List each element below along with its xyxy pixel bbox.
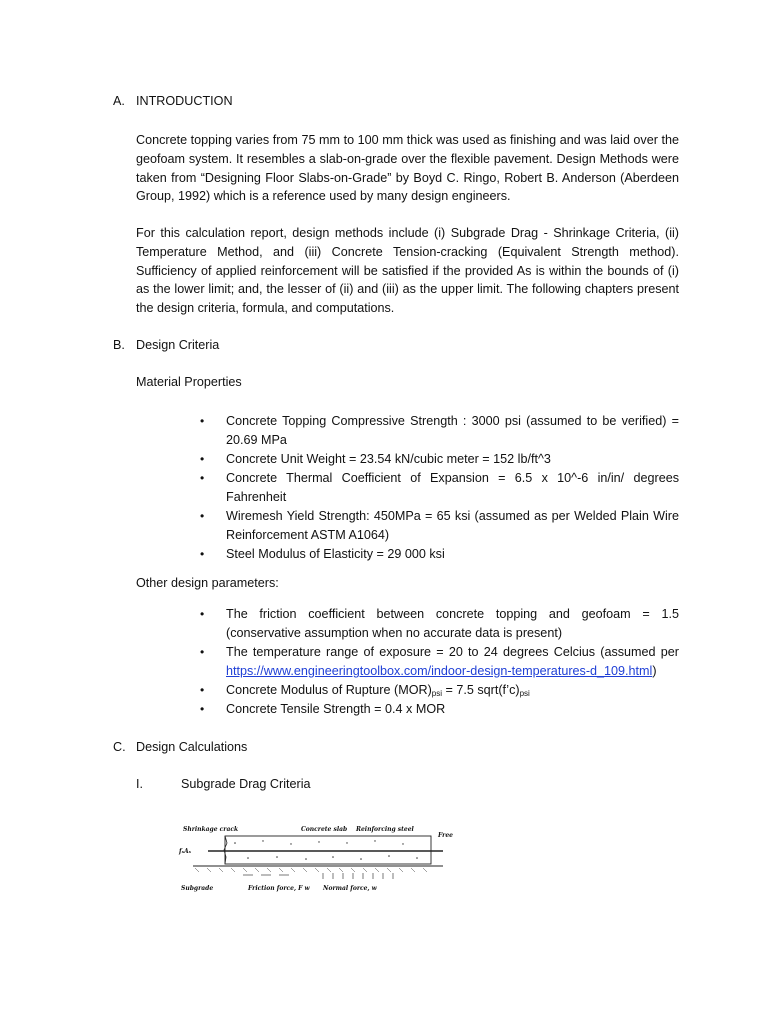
bullet-icon: •	[200, 645, 205, 659]
text-line: as the lower limit; and, the lesser of (ii) and (iii) as the upper limit. The following chapters present	[136, 282, 679, 297]
text-line: Reinforcement ASTM A1064)	[226, 528, 390, 542]
bullet-icon: •	[200, 509, 205, 523]
bullet-icon: •	[200, 414, 205, 428]
material-properties-heading: Material Properties	[136, 375, 242, 389]
intro-paragraph-1	[136, 131, 679, 206]
text-line: geofoam system. It resembles a slab-on-grade over the flexible pavement. Design Methods were	[136, 151, 679, 166]
other-parameters-list	[200, 605, 679, 719]
friction-force-label: Friction force, F w	[248, 885, 310, 892]
bullet-icon: •	[200, 547, 205, 561]
section-b-number: B.	[113, 338, 125, 352]
bullet-icon: •	[200, 452, 205, 466]
free-label: Free	[438, 832, 453, 839]
shrinkage-crack-label: Shrinkage crack	[183, 826, 239, 833]
reinforcing-steel-label: Reinforcing steel	[356, 826, 414, 833]
subgrade-label: Subgrade	[181, 885, 214, 892]
text-line: (conservative assumption when no accurate data is present)	[226, 626, 563, 640]
list-item	[200, 450, 679, 469]
text-line: The friction coefficient between concrete topping and geofoam = 1.5	[226, 607, 679, 621]
closing-paren: )	[652, 664, 657, 678]
subgrade-drag-diagram	[173, 813, 456, 899]
list-item	[200, 643, 679, 681]
list-item	[200, 681, 679, 700]
mor-formula: = 7.5 sqrt(f’c)	[442, 683, 520, 697]
subsection-title: Subgrade Drag Criteria	[181, 777, 311, 791]
text-line: Steel Modulus of Elasticity = 29 000 ksi	[226, 547, 445, 561]
fsas-label: fₛAₛ	[179, 848, 191, 855]
intro-paragraph-2	[136, 224, 679, 318]
mor-label: Concrete Modulus of Rupture (MOR)	[226, 683, 432, 697]
section-a-number: A.	[113, 94, 125, 108]
temperature-reference-link[interactable]: https://www.engineeringtoolbox.com/indoor-design-temperatures-d_109.html	[226, 664, 653, 678]
mor-formula-subscript: psi	[519, 689, 530, 698]
section-b-title: Design Criteria	[136, 338, 220, 352]
bullet-icon: •	[200, 607, 205, 621]
text-line: Wiremesh Yield Strength: 450MPa = 65 ksi (assumed as per Welded Plain Wire	[226, 509, 679, 523]
list-item	[200, 507, 679, 545]
material-properties-list	[200, 412, 679, 564]
section-c-title: Design Calculations	[136, 740, 248, 754]
text-line: Temperature Method, and (iii) Concrete Tension-cracking (Equivalent Strength method).	[136, 244, 679, 259]
text-line: taken from “Designing Floor Slabs-on-Grade” by Boyd C. Ringo, Robert B. Anderson (Aberdeen	[136, 170, 679, 185]
bullet-icon: •	[200, 471, 205, 485]
list-item	[200, 412, 679, 450]
text-line: the design criteria, formula, and computations.	[136, 301, 395, 316]
text-line: Group, 1992) which is a reference used by many design engineers.	[136, 189, 511, 204]
text-line: For this calculation report, design methods include (i) Subgrade Drag - Shrinkage Criteria, (ii)	[136, 226, 679, 240]
mor-subscript: psi	[431, 689, 443, 698]
text-line: Sufficiency of applied reinforcement will be satisfied if the provided As is within the bounds of (i)	[136, 263, 679, 278]
concrete-slab-label: Concrete slab	[301, 826, 348, 833]
text-line	[226, 681, 679, 700]
text-line: Concrete Unit Weight = 23.54 kN/cubic meter = 152 lb/ft^3	[226, 452, 551, 466]
text-line: The temperature range of exposure = 20 to 24 degrees Celcius (assumed per	[226, 645, 679, 659]
text-line: Concrete Thermal Coefficient of Expansion = 6.5 x 10^-6 in/in/ degrees	[226, 471, 679, 485]
text-line: Concrete Tensile Strength = 0.4 x MOR	[226, 702, 446, 716]
text-line	[226, 662, 679, 681]
list-item	[200, 700, 679, 719]
bullet-icon: •	[200, 702, 205, 716]
normal-force-label: Normal force, w	[323, 885, 377, 892]
other-parameters-heading: Other design parameters:	[136, 576, 279, 590]
section-a-title: INTRODUCTION	[136, 94, 233, 108]
section-c-number: C.	[113, 740, 126, 754]
list-item	[200, 605, 679, 643]
list-item	[200, 545, 679, 564]
list-item	[200, 469, 679, 507]
text-line: Fahrenheit	[226, 490, 287, 504]
text-line: Concrete Topping Compressive Strength : 3000 psi (assumed to be verified) =	[226, 414, 679, 428]
subsection-number: I.	[136, 777, 143, 791]
text-line: 20.69 MPa	[226, 433, 287, 447]
text-line: Concrete topping varies from 75 mm to 100 mm thick was used as finishing and was laid over the	[136, 133, 679, 147]
concrete-slab-shape	[225, 836, 431, 864]
bullet-icon: •	[200, 683, 205, 697]
